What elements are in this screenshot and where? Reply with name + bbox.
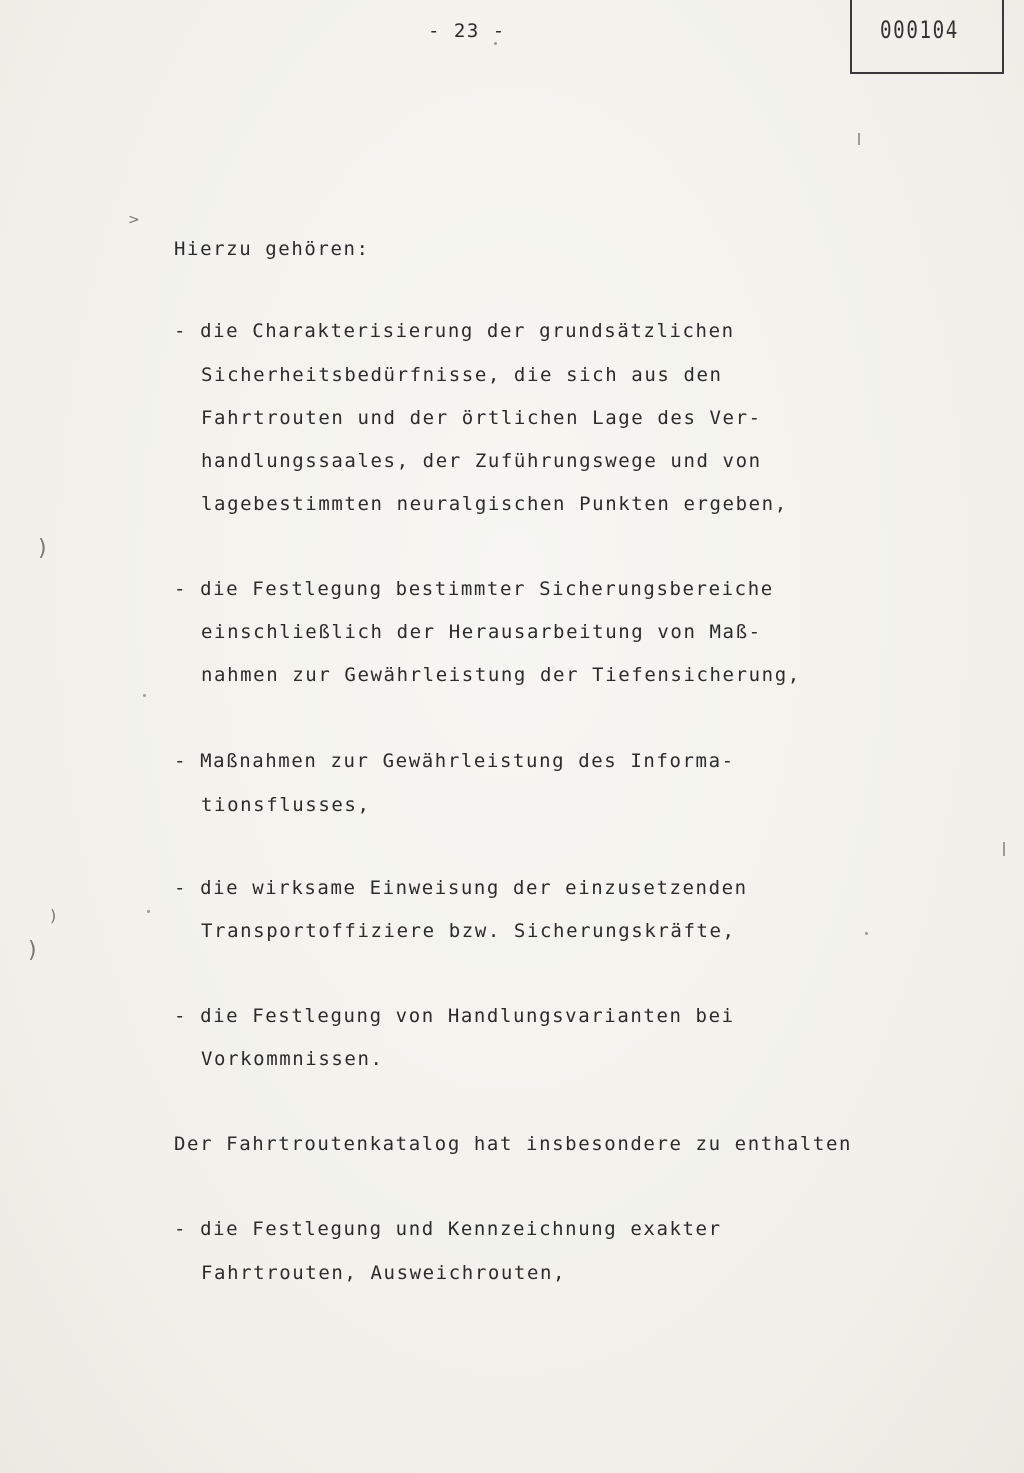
bullet-3-line-2: tionsflusses, <box>201 794 371 816</box>
scan-mark: > <box>128 212 140 228</box>
bullet-5-line-1: - die Festlegung von Handlungsvarianten bei <box>174 1005 735 1027</box>
punch-hole-mark: ) <box>28 938 37 963</box>
bullet-4-line-1: - die wirksame Einweisung der einzusetzenden <box>174 877 748 899</box>
page-number: - 23 - <box>428 20 506 42</box>
bullet-1-line-2: Sicherheitsbedürfnisse, die sich aus den <box>201 364 723 386</box>
bullet-5-line-2: Vorkommnissen. <box>201 1048 384 1070</box>
catalog-heading-line: Der Fahrtroutenkatalog hat insbesondere zu enthalten <box>174 1133 853 1155</box>
bullet-2-line-3: nahmen zur Gewährleistung der Tiefensicherung, <box>201 664 801 686</box>
scan-speck <box>1003 842 1005 856</box>
bullet-1-line-5: lagebestimmten neuralgischen Punkten ergeben, <box>201 493 788 515</box>
bullet-1-line-4: handlungssaales, der Zuführungswege und von <box>201 450 762 472</box>
bullet-6-line-2: Fahrtrouten, Ausweichrouten, <box>201 1262 567 1284</box>
archive-number: 000104 <box>880 16 959 44</box>
bullet-1-line-3: Fahrtrouten und der örtlichen Lage des Ver- <box>201 407 762 429</box>
bullet-2-line-2: einschließlich der Herausarbeitung von Maß- <box>201 621 762 643</box>
bullet-3-line-1: - Maßnahmen zur Gewährleistung des Informa- <box>174 750 735 772</box>
scan-speck <box>865 932 868 935</box>
scan-speck <box>858 133 860 145</box>
intro-line: Hierzu gehören: <box>174 238 370 260</box>
scan-speck <box>143 694 146 697</box>
punch-hole-mark: ) <box>50 906 57 925</box>
scan-speck <box>147 910 150 913</box>
archive-stamp-box <box>850 0 1004 74</box>
bullet-2-line-1: - die Festlegung bestimmter Sicherungsbereiche <box>174 578 774 600</box>
bullet-6-line-1: - die Festlegung und Kennzeichnung exakter <box>174 1218 722 1240</box>
punch-hole-mark: ) <box>38 536 47 561</box>
bullet-4-line-2: Transportoffiziere bzw. Sicherungskräfte, <box>201 920 736 942</box>
bullet-1-line-1: - die Charakterisierung der grundsätzlichen <box>174 320 735 342</box>
scan-speck <box>494 42 497 45</box>
